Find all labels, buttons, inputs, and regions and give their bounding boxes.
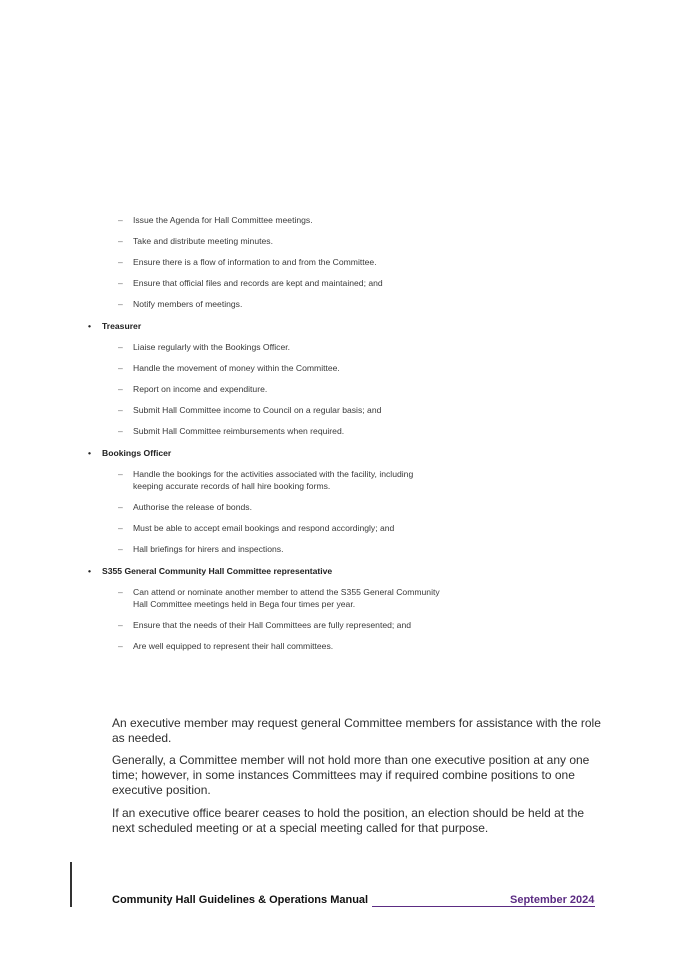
- list-item-text: Ensure that official files and records are kept and maintained; and: [133, 278, 383, 288]
- list-item-text: Ensure there is a flow of information to and from the Committee.: [133, 257, 377, 267]
- dash-icon: –: [118, 384, 123, 394]
- list-item-text: Liaise regularly with the Bookings Officer.: [133, 342, 290, 352]
- list-item-text: Are well equipped to represent their hall committees.: [133, 641, 334, 651]
- list-item-text: Hall briefings for hirers and inspections.: [133, 544, 284, 554]
- list-item-text: Handle the movement of money within the Committee.: [133, 363, 340, 373]
- dash-icon: –: [118, 426, 123, 436]
- list-item-text: Take and distribute meeting minutes.: [133, 236, 273, 246]
- footer-title: Community Hall Guidelines & Operations Manual: [112, 894, 369, 906]
- dash-icon: –: [118, 299, 123, 309]
- list-item-text: Report on income and expenditure.: [133, 384, 268, 394]
- list-item-text: Notify members of meetings.: [133, 299, 243, 309]
- list-item-text: Issue the Agenda for Hall Committee meetings.: [133, 215, 313, 225]
- list-item-text: Submit Hall Committee reimbursements when required.: [133, 426, 345, 436]
- bullet-icon: •: [88, 321, 92, 331]
- list-item-text: Must be able to accept email bookings and respond accordingly; and: [133, 523, 395, 533]
- dash-icon: –: [118, 363, 123, 373]
- role-title: Bookings Officer: [102, 448, 172, 458]
- body-paragraph: An executive member may request general Committee members for assistance with the role as needed.: [112, 716, 601, 745]
- dash-icon: –: [118, 257, 123, 267]
- dash-icon: –: [118, 215, 123, 225]
- list-item-text: Ensure that the needs of their Hall Committees are fully represented; and: [133, 620, 412, 630]
- dash-icon: –: [118, 236, 123, 246]
- dash-icon: –: [118, 502, 123, 512]
- bullet-icon: •: [88, 566, 92, 576]
- dash-icon: –: [118, 469, 123, 479]
- dash-icon: –: [118, 342, 123, 352]
- dash-icon: –: [118, 278, 123, 288]
- footer-date: September 2024: [510, 894, 595, 906]
- dash-icon: –: [118, 620, 123, 630]
- footer-margin-bar: [70, 862, 72, 907]
- body-paragraph: Generally, a Committee member will not hold more than one executive position at any one time; however, in some instances Committees may if required combine positions to one executive position.: [112, 753, 590, 797]
- dash-icon: –: [118, 523, 123, 533]
- role-title: S355 General Community Hall Committee representative: [102, 566, 333, 576]
- list-item-text: Authorise the release of bonds.: [133, 502, 252, 512]
- dash-icon: –: [118, 405, 123, 415]
- list-item-text: Submit Hall Committee income to Council on a regular basis; and: [133, 405, 382, 415]
- list-item-text: Can attend or nominate another member to attend the S355 General Community Hall Committee meetings held in Bega four times per year.: [133, 587, 440, 609]
- body-paragraph: If an executive office bearer ceases to hold the position, an election should be held at the next scheduled meeting or at a special meeting called for that purpose.: [112, 806, 585, 835]
- list-item-text: Handle the bookings for the activities associated with the facility, including keeping accurate records of hall hire booking forms.: [133, 469, 414, 491]
- bullet-icon: •: [88, 448, 92, 458]
- dash-icon: –: [118, 544, 123, 554]
- role-title: Treasurer: [102, 321, 142, 331]
- dash-icon: –: [118, 641, 123, 651]
- dash-icon: –: [118, 587, 123, 597]
